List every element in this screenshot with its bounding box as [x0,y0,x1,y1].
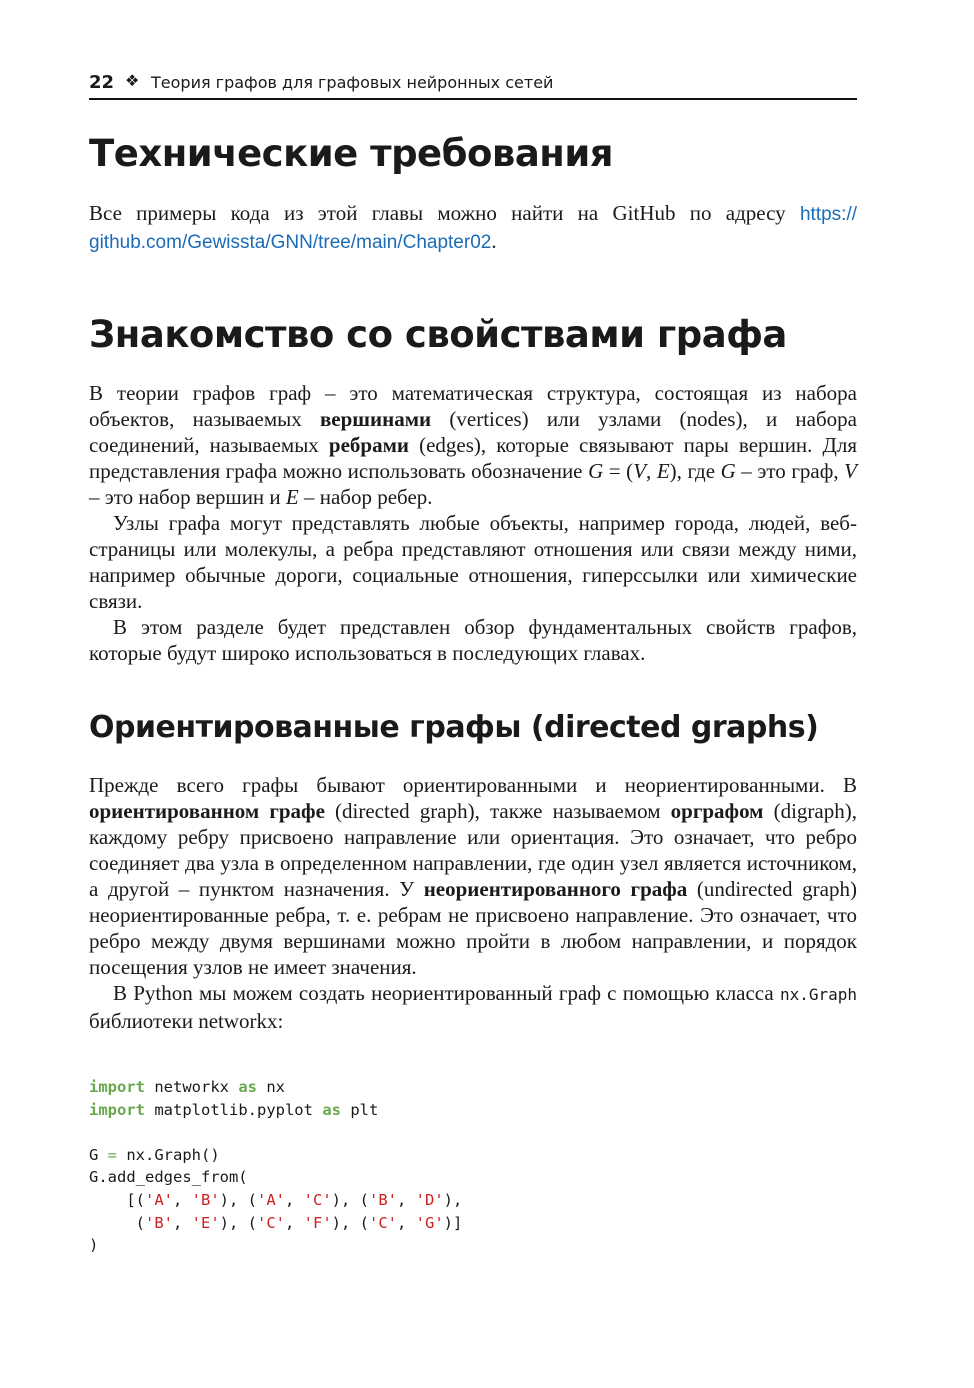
running-title: Теория графов для графовых нейронных сетей [151,73,554,92]
section-directed-graphs-text [89,772,857,1034]
inline-code: nx.Graph [779,985,857,1004]
paragraph-overview: В этом разделе будет представлен обзор фундаментальных свойств графов, которые будут широко использоваться в последующих главах. [89,615,857,665]
paragraph-requirements: Все примеры кода из этой главы можно найти на GitHub по адресу https:// github.com/Gewissta/GNN/tree/main/Chapter02. [89,201,857,253]
github-link[interactable]: https:// github.com/Gewissta/GNN/tree/main/Chapter02 [89,204,857,253]
ornament-icon: ❖ [125,71,140,90]
paragraph-definition: В теории графов граф – это математическая структура, состоящая из набора объектов, называемых вершинами (vertices) или узлами (nodes), и набора соединений, называемых ребрами (edges), которые связывают пары вершин. Для представления графа можно использовать обозначение G = (V, E), где G – это граф, V – это набор вершин и E – набор ребер. [89,381,857,509]
running-header [89,70,857,100]
heading-technical-requirements: Технические требования [89,132,614,175]
paragraph-python: В Python мы можем создать неориентированный граф с помощью класса nx.Graph библиотеки networkx: [89,981,857,1033]
heading-graph-properties: Знакомство со свойствами графа [89,313,787,356]
section-graph-properties-text [89,380,857,666]
heading-directed-graphs: Ориентированные графы (directed graphs) [89,710,819,745]
code-block: import networkx as nx import matplotlib.pyplot as plt G = nx.Graph() G.add_edges_from( [('A', 'B'), ('A', 'C'), ('B', 'D'), ('B', 'E'), ('C', 'F'), ('C', 'G')] ) [89,1078,463,1255]
paragraph-directed: Прежде всего графы бывают ориентированными и неориентированными. В ориентированном графе (directed graph), также называемом орграфом (digraph), каждому ребру присвоено направление или ориентация. Это означает, что ребро соединяет два узла в определенном направлении, где один узел является источником, а другой – пунктом назначения. У неориентированного графа (undirected graph) неориентированные ребра, т. е. ребрам не присвоено направление. Это означает, что ребро между двумя вершинами можно пройти в любом направлении, и порядок посещения узлов не имеет значения. [89,773,857,979]
paragraph-nodes: Узлы графа могут представлять любые объекты, например города, людей, веб-страницы или молекулы, а ребра представляют отношения или связи между ними, например обычные дороги, социальные отношения, гиперссылки или химические связи. [89,511,857,613]
page-number: 22 [89,72,115,93]
